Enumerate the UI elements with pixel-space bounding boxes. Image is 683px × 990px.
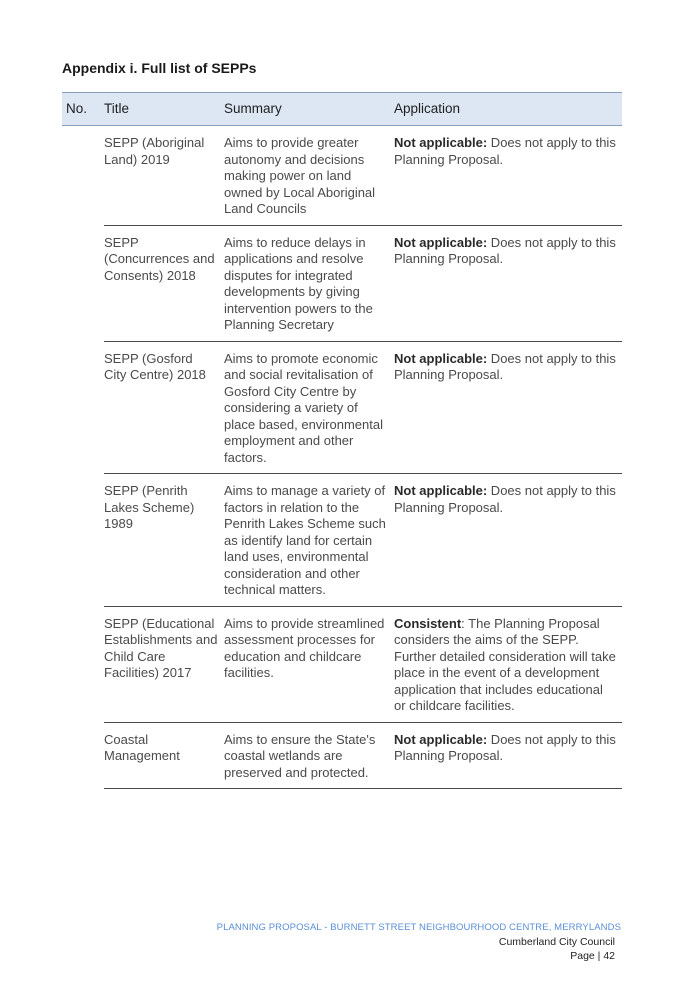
application-status: Not applicable: [394,135,488,150]
row-application [394,722,622,789]
row-summary: Aims to provide streamlined assessment processes for education and childcare facilities. [224,606,394,722]
row-summary: Aims to promote economic and social revitalisation of Gosford City Centre by considering a variety of place based, environmental employment and other factors. [224,341,394,474]
row-title: SEPP (Educational Establishments and Child Care Facilities) 2017 [104,606,224,722]
row-summary: Aims to provide greater autonomy and decisions making power on land owned by Local Aboriginal Land Councils [224,126,394,226]
application-status: Not applicable: [394,731,488,747]
application-text: Does not apply to this Planning Proposal. [394,135,616,167]
application-text: Does not apply to this Planning Proposal. [394,483,616,515]
row-number [62,606,104,722]
row-application [394,474,622,607]
row-title: SEPP (Aboriginal Land) 2019 [104,126,224,226]
footer-council-name: Cumberland City Council [498,936,615,948]
table-row [62,126,622,226]
row-summary: Aims to ensure the State's coastal wetlands are preserved and protected. [224,722,394,789]
sepp-table [62,92,622,789]
row-number [62,126,104,226]
application-text: : The Planning Proposal considers the aims of the SEPP. Further detailed consideration will take place in the event of a development application that includes educational or childcare facilities. [394,615,616,713]
application-status: Consistent [394,615,462,631]
table-row [62,722,622,789]
application-status: Not applicable: [394,350,488,366]
table-row [62,474,622,607]
application-status: Not applicable: [394,234,488,250]
footer-document-title: PLANNING PROPOSAL - BURNETT STREET NEIGHBOURHOOD CENTRE, MERRYLANDS [216,922,621,933]
application-text: Does not apply to this Planning Proposal. [394,234,616,266]
row-title: SEPP (Gosford City Centre) 2018 [104,341,224,474]
application-text: Does not apply to this Planning Proposal. [394,350,616,382]
column-header-no: No. [62,93,104,126]
row-summary: Aims to reduce delays in applications and resolve disputes for integrated developments by giving intervention powers to the Planning Secretary [224,225,394,341]
row-summary: Aims to manage a variety of factors in relation to the Penrith Lakes Scheme such as identify land for certain land uses, environmental consideration and other technical matters. [224,474,394,607]
column-header-title: Title [104,93,224,126]
row-title: Coastal Management [104,722,224,789]
page-heading: Appendix i. Full list of SEPPs [62,60,257,76]
column-header-application: Application [394,93,622,126]
page-footer [217,921,621,963]
table-row [62,225,622,341]
row-application [394,606,622,722]
application-text: Does not apply to this Planning Proposal. [394,731,616,763]
column-header-summary: Summary [224,93,394,126]
table-row [62,341,622,474]
row-number [62,341,104,474]
row-number [62,225,104,341]
application-status: Not applicable: [394,483,488,498]
row-application [394,225,622,341]
row-application [394,341,622,474]
row-application [394,126,622,226]
table-row [62,606,622,722]
table-header-row [62,93,622,126]
row-number [62,722,104,789]
row-title: SEPP (Penrith Lakes Scheme) 1989 [104,474,224,607]
footer-page-number: Page | 42 [570,950,615,962]
row-number [62,474,104,607]
row-title: SEPP (Concurrences and Consents) 2018 [104,225,224,341]
